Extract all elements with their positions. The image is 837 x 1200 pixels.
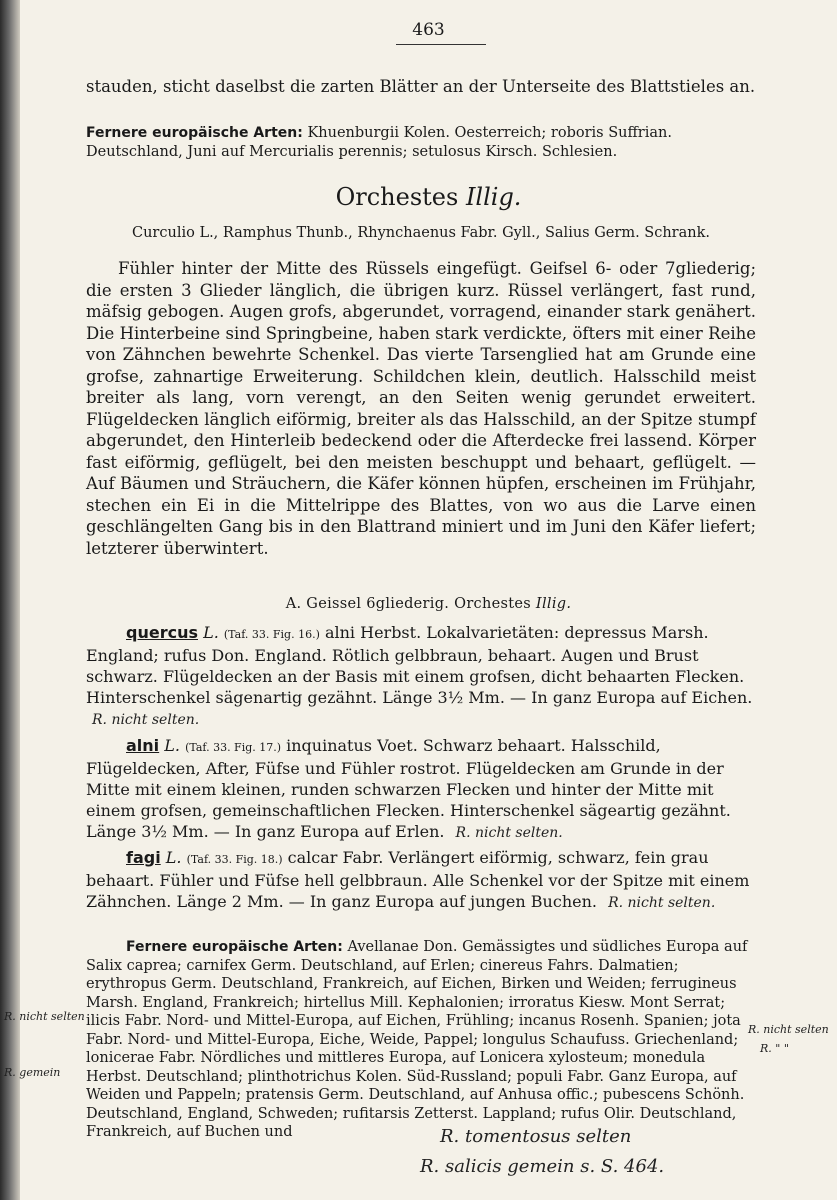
genus-synonyms: Curculio L., Ramphus Thunb., Rhynchaenus Fabr. Gyll., Salius Germ. Schrank.	[132, 225, 710, 241]
species-author: L.	[203, 623, 219, 642]
section-label: A. Geissel 6gliederig.	[285, 596, 450, 612]
page-number: 463	[412, 20, 445, 40]
handwritten-note: R. nicht selten.	[608, 895, 716, 911]
other-species-text: Khuenburgii Kolen. Oesterreich; roboris Suffrian. Deutschland, Juni auf Mercurialis perennis; setulosus Kirsch. Schlesien.	[86, 125, 672, 160]
other-species-lead: Fernere europäische Arten:	[86, 125, 303, 141]
other-species-paragraph-2	[86, 938, 756, 1142]
species-entry	[86, 735, 756, 844]
plate-reference: (Taf. 33. Fig. 18.)	[186, 853, 283, 866]
section-author: Illig.	[535, 596, 572, 612]
other-species-lead: Fernere europäische Arten:	[126, 939, 343, 955]
species-author: L.	[165, 848, 182, 867]
plate-reference: (Taf. 33. Fig. 16.)	[223, 628, 320, 641]
margin-note-left: R. gemein	[4, 1066, 61, 1079]
genus-author: Illig.	[465, 183, 522, 211]
handwritten-footnote: R. tomentosus selten	[440, 1126, 632, 1147]
species-author: L.	[164, 736, 180, 755]
other-species-text: Avellanae Don. Gemässigtes und südliches Europa auf Salix caprea; carnifex Germ. Deutschland, auf Erlen; cinereus Fahrs. Dalmatien; erythropus Germ. Deutschland, Frankreich, auf Eichen, Birken und Weiden; ferrugineus Marsh. England, Frankreich; hirtellus Mill. Kephalonien; irroratus Kiesw. Mont Serrat; ilicis Fabr. Nord- und Mittel-Europa, auf Eichen, Frühling; incanus Rosenh. Spanien; jota Fabr. Nord- und Mittel-Europa, Eiche, Weide, Pappel; longulus Schaufuss. Griechenland; lonicerae Fabr. Nördliches und mittleres Europa, auf Lonicera xylosteum; monedula Herbst. Deutschland; plinthotrichus Kolen. Süd-Russland; populi Fabr. Ganz Europa, auf Weiden und Pappeln; pratensis Germ. Deutschland, auf Anhusa offic.; pubescens Schönh. Deutschland, England, Schweden; rufitarsis Zetterst. Lappland; rufus Olir. Deutschland, Frankreich, auf Buchen und	[86, 939, 748, 1140]
page-number-rule	[396, 44, 486, 45]
section-heading	[86, 596, 771, 612]
margin-note-right: R. nicht selten	[748, 1023, 829, 1036]
genus-heading	[86, 183, 771, 211]
species-entry	[86, 622, 756, 731]
species-name: quercus	[126, 623, 198, 642]
species-name: fagi	[126, 848, 161, 867]
margin-note-left: R. nicht selten	[4, 1010, 85, 1023]
species-name: alni	[126, 736, 160, 755]
plate-reference: (Taf. 33. Fig. 17.)	[185, 741, 282, 754]
handwritten-footnote: R. salicis gemein s. S. 464.	[420, 1156, 665, 1177]
genus-name: Orchestes	[335, 183, 459, 211]
paragraph-continued: stauden, sticht daselbst die zarten Blätter an der Unterseite des Blattstieles an.	[86, 77, 756, 96]
species-text: calcar Fabr. Verlängert eiförmig, schwarz, fein grau behaart. Fühler und Füfse hell gelbbraun. Alle Schenkel vor der Spitze mit einem Zähnchen. Länge 2 Mm. — In ganz Europa auf jungen Buchen.	[86, 848, 750, 911]
species-entry	[86, 847, 756, 914]
handwritten-note: R. nicht selten.	[455, 825, 563, 841]
genus-description: Fühler hinter der Mitte des Rüssels eingefügt. Geifsel 6- oder 7gliederig; die ersten 3 Glieder länglich, die übrigen kurz. Rüssel verlängert, fast rund, mäfsig gebogen. Augen grofs, abgerundet, vorragend, einander stark genähert. Die Hinterbeine sind Springbeine, haben stark verdickte, öfters mit einer Reihe von Zähnchen bewehrte Schenkel. Das vierte Tarsenglied hat am Grunde eine grofse, zahnartige Erweiterung. Schildchen klein, deutlich. Halsschild meist breiter als lang, vorn verengt, an den Seiten wenig gerundet erweitert. Flügeldecken länglich eiförmig, breiter als das Halsschild, an der Spitze stumpf abgerundet, den Hinterleib bedeckend oder die Afterdecke frei lassend. Körper fast eiförmig, geflügelt, bei den meisten beschuppt und behaart, geflügelt. — Auf Bäumen und Sträuchern, die Käfer können hüpfen, erscheinen im Frühjahr, stechen ein Ei in die Mittelrippe des Blattes, von wo aus die Larve einen geschlängelten Gang bis in den Blattrand miniert und im Juni den Käfer liefert; letzterer überwintert.	[86, 259, 756, 558]
book-page	[86, 0, 771, 1200]
margin-note-right: R. " "	[760, 1042, 789, 1055]
species-text: alni Herbst. Lokalvarietäten: depressus Marsh. England; rufus Don. England. Rötlich gelbbraun, behaart. Augen und Brust schwarz. Flügeldecken an der Basis mit einem grofsen, dicht behaarten Flecken. Hinterschenkel sägenartig gezähnt. Länge 3½ Mm. — In ganz Europa auf Eichen.	[86, 623, 753, 707]
section-genus: Orchestes	[454, 596, 531, 612]
species-text: inquinatus Voet. Schwarz behaart. Halsschild, Flügeldecken, After, Füfse und Fühler rostrot. Flügeldecken am Grunde in der Mitte mit einem kleinen, runden schwarzen Flecken und hinter der Mitte mit einem grofsen, gemeinschaftlichen Flecken. Hinterschenkel sägeartig gezähnt. Länge 3½ Mm. — In ganz Europa auf Erlen.	[86, 736, 731, 841]
other-species-paragraph-1	[86, 124, 756, 162]
handwritten-note: R. nicht selten.	[92, 712, 200, 728]
